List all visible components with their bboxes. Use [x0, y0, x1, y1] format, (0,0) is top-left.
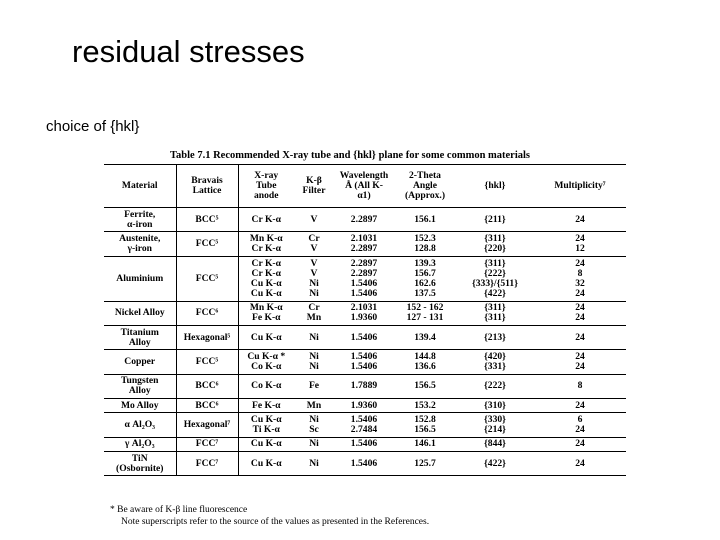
- cell-line: 24: [575, 257, 585, 269]
- multiplicity-cell: [534, 374, 626, 398]
- cell-line: 156.5: [414, 380, 436, 392]
- header-line: anode: [253, 190, 279, 201]
- multiplicity-cell: [534, 325, 626, 349]
- cell-line: {222}: [484, 380, 506, 392]
- cell-line: {422}: [484, 457, 506, 469]
- wavelength-cell: [334, 350, 394, 374]
- multiplicity-cell: [534, 413, 626, 437]
- cell-line: 1.5406: [350, 351, 378, 363]
- cell-line: 152.8: [414, 414, 436, 426]
- filter-cell: [294, 256, 334, 301]
- anode-cell: [238, 232, 294, 256]
- hkl-cell: [456, 413, 534, 437]
- cell-line: Cr K-α: [251, 213, 281, 225]
- cell-line: 2.7484: [350, 424, 378, 436]
- multiplicity-cell: [534, 451, 626, 475]
- header-line: Lattice: [192, 185, 222, 196]
- cell-line: TiN: [131, 452, 148, 464]
- table-row: [104, 413, 626, 437]
- cell-line: 1.5406: [350, 438, 378, 450]
- cell-line: Nickel Alloy: [114, 307, 165, 319]
- cell-line: Ferrite,: [124, 208, 156, 220]
- header-hkl: [456, 165, 534, 208]
- lattice-cell: BCC⁵: [176, 208, 238, 232]
- hkl-cell: [456, 325, 534, 349]
- cell-line: {333}/{511}: [471, 277, 519, 289]
- cell-line: 152 - 162: [406, 302, 444, 314]
- multiplicity-cell: [534, 256, 626, 301]
- angle-cell: [394, 399, 456, 413]
- lattice-cell: Hexagonal⁵: [176, 325, 238, 349]
- material-cell: [104, 399, 176, 413]
- cell-line: 12: [575, 243, 585, 255]
- cell-line: {420}: [484, 351, 506, 363]
- cell-line: Fe K-α: [251, 312, 281, 324]
- header-wavelength: [334, 165, 394, 208]
- table-row: [104, 437, 626, 451]
- header-line: (Approx.): [404, 190, 446, 201]
- cell-line: {311}: [484, 233, 506, 245]
- lattice-cell: FCC⁷: [176, 451, 238, 475]
- filter-cell: [294, 437, 334, 451]
- angle-cell: [394, 350, 456, 374]
- wavelength-cell: [334, 413, 394, 437]
- hkl-cell: [456, 374, 534, 398]
- cell-line: {213}: [484, 331, 506, 343]
- cell-line: Tungsten: [120, 375, 159, 387]
- hkl-cell: [456, 301, 534, 325]
- cell-line: Ni: [309, 438, 319, 450]
- cell-line: 137.5: [414, 287, 436, 299]
- header-line: K-β: [306, 175, 322, 186]
- lattice-cell: FCC⁵: [176, 256, 238, 301]
- cell-line: Cu K-α: [250, 457, 282, 469]
- cell-line: Cr: [308, 302, 320, 314]
- angle-cell: [394, 208, 456, 232]
- cell-line: {311}: [484, 302, 506, 314]
- cell-line: Fe K-α: [251, 399, 281, 411]
- cell-line: Cr K-α: [251, 267, 281, 279]
- cell-line: α Al₂O₃: [124, 419, 156, 431]
- cell-line: 1.9360: [350, 312, 378, 324]
- header-line: X-ray: [254, 170, 279, 181]
- cell-line: Co K-α: [251, 361, 282, 373]
- anode-cell: [238, 301, 294, 325]
- cell-line: {330}: [484, 414, 506, 426]
- filter-cell: [294, 350, 334, 374]
- cell-line: Alloy: [128, 336, 151, 348]
- cell-line: {422}: [484, 287, 506, 299]
- header-line: Material: [121, 180, 158, 191]
- cell-line: Cu K-α: [250, 414, 282, 426]
- table-row: [104, 350, 626, 374]
- header-line: Multiplicity⁷: [554, 180, 606, 191]
- cell-line: Cu K-α *: [247, 351, 286, 363]
- material-cell: [104, 374, 176, 398]
- cell-line: 2.2897: [350, 257, 378, 269]
- cell-line: {310}: [484, 399, 506, 411]
- cell-line: Ni: [309, 331, 319, 343]
- header-bravais-lattice: [176, 165, 238, 208]
- cell-line: Ni: [309, 351, 319, 363]
- table-row: [104, 399, 626, 413]
- cell-line: 24: [575, 399, 585, 411]
- angle-cell: [394, 256, 456, 301]
- cell-line: 156.5: [414, 424, 436, 436]
- cell-line: Ni: [309, 414, 319, 426]
- cell-line: 1.5406: [350, 277, 378, 289]
- wavelength-cell: [334, 232, 394, 256]
- angle-cell: [394, 232, 456, 256]
- filter-cell: [294, 399, 334, 413]
- cell-line: Alloy: [128, 385, 151, 397]
- wavelength-cell: [334, 208, 394, 232]
- slide-subtitle: choice of {hkl}: [46, 118, 140, 135]
- multiplicity-cell: [534, 437, 626, 451]
- cell-line: 156.1: [414, 213, 436, 225]
- cell-line: {222}: [484, 267, 506, 279]
- cell-line: 1.5406: [350, 457, 378, 469]
- header-line: 2-Theta: [409, 170, 441, 181]
- hkl-cell: [456, 437, 534, 451]
- wavelength-cell: [334, 325, 394, 349]
- cell-line: 139.3: [414, 257, 436, 269]
- cell-line: 127 - 131: [406, 312, 444, 324]
- cell-line: Cr K-α: [251, 243, 281, 255]
- angle-cell: [394, 325, 456, 349]
- multiplicity-cell: [534, 399, 626, 413]
- cell-line: Ni: [309, 277, 319, 289]
- cell-line: 146.1: [414, 438, 436, 450]
- lattice-cell: Hexagonal⁷: [176, 413, 238, 437]
- cell-line: 24: [575, 457, 585, 469]
- cell-line: Cu K-α: [250, 287, 282, 299]
- lattice-cell: FCC⁷: [176, 437, 238, 451]
- cell-line: Ni: [309, 361, 319, 373]
- multiplicity-cell: [534, 232, 626, 256]
- cell-line: 6: [577, 414, 583, 426]
- wavelength-cell: [334, 399, 394, 413]
- material-cell: [104, 256, 176, 301]
- cell-line: 1.9360: [350, 399, 378, 411]
- cell-line: {311}: [484, 312, 506, 324]
- cell-line: 2.1031: [350, 302, 378, 314]
- cell-line: 24: [575, 351, 585, 363]
- header-line: Bravais: [191, 175, 223, 186]
- cell-line: Co K-α: [251, 380, 282, 392]
- table-caption: Table 7.1 Recommended X-ray tube and {hkl} plane for some common materials: [170, 150, 531, 161]
- header-row: [104, 165, 626, 208]
- cell-line: {214}: [484, 424, 506, 436]
- anode-cell: [238, 413, 294, 437]
- cell-line: γ-iron: [127, 243, 153, 255]
- table-row: [104, 208, 626, 232]
- angle-cell: [394, 437, 456, 451]
- cell-line: α-iron: [127, 218, 153, 230]
- hkl-cell: [456, 399, 534, 413]
- cell-line: 24: [575, 213, 585, 225]
- cell-line: Mn: [306, 312, 322, 324]
- cell-line: Mn K-α: [249, 302, 283, 314]
- cell-line: 24: [575, 287, 585, 299]
- cell-line: Cr: [308, 233, 320, 245]
- material-cell: [104, 325, 176, 349]
- hkl-cell: [456, 451, 534, 475]
- hkl-cell: [456, 350, 534, 374]
- cell-line: 128.8: [414, 243, 436, 255]
- cell-line: V: [310, 213, 318, 225]
- header-line: Wavelength: [339, 170, 389, 181]
- cell-line: 125.7: [414, 457, 436, 469]
- anode-cell: [238, 256, 294, 301]
- cell-line: Mn K-α: [249, 233, 283, 245]
- cell-line: {844}: [484, 438, 506, 450]
- cell-line: 153.2: [414, 399, 436, 411]
- material-cell: [104, 437, 176, 451]
- cell-line: 32: [575, 277, 585, 289]
- cell-line: Ti K-α: [252, 424, 280, 436]
- cell-line: γ Al₂O₃: [124, 438, 155, 450]
- hkl-cell: [456, 208, 534, 232]
- filter-cell: [294, 413, 334, 437]
- angle-cell: [394, 301, 456, 325]
- cell-line: 162.6: [414, 277, 436, 289]
- anode-cell: [238, 399, 294, 413]
- table-row: [104, 256, 626, 301]
- header-line: Å (All K-: [345, 180, 383, 191]
- cell-line: Mo Alloy: [120, 399, 159, 411]
- anode-cell: [238, 325, 294, 349]
- material-cell: [104, 232, 176, 256]
- lattice-cell: BCC⁶: [176, 374, 238, 398]
- anode-cell: [238, 350, 294, 374]
- material-cell: [104, 451, 176, 475]
- cell-line: 2.2897: [350, 213, 378, 225]
- cell-line: 24: [575, 302, 585, 314]
- table-row: [104, 374, 626, 398]
- cell-line: 1.5406: [350, 414, 378, 426]
- footnote-superscripts: Note superscripts refer to the source of the values as presented in the References.: [121, 517, 430, 527]
- material-cell: [104, 413, 176, 437]
- cell-line: 24: [575, 424, 585, 436]
- cell-line: Austenite,: [119, 233, 161, 245]
- header-line: Tube: [256, 180, 277, 191]
- cell-line: Cr K-α: [251, 257, 281, 269]
- cell-line: Ni: [309, 457, 319, 469]
- lattice-cell: FCC⁶: [176, 301, 238, 325]
- material-cell: [104, 301, 176, 325]
- lattice-cell: FCC⁵: [176, 350, 238, 374]
- filter-cell: [294, 325, 334, 349]
- header-line: {hkl}: [484, 180, 506, 191]
- cell-line: 156.7: [414, 267, 436, 279]
- table-row: [104, 301, 626, 325]
- filter-cell: [294, 451, 334, 475]
- cell-line: 2.1031: [350, 233, 378, 245]
- cell-line: 24: [575, 331, 585, 343]
- header-two-theta-angle: [394, 165, 456, 208]
- hkl-cell: [456, 256, 534, 301]
- cell-line: 24: [575, 361, 585, 373]
- cell-line: Ni: [309, 287, 319, 299]
- materials-table: [104, 164, 626, 476]
- anode-cell: [238, 451, 294, 475]
- wavelength-cell: [334, 301, 394, 325]
- cell-line: 2.2897: [350, 267, 378, 279]
- header-line: Angle: [413, 180, 437, 191]
- multiplicity-cell: [534, 301, 626, 325]
- multiplicity-cell: [534, 208, 626, 232]
- filter-cell: [294, 208, 334, 232]
- table-row: [104, 325, 626, 349]
- cell-line: Cu K-α: [250, 438, 282, 450]
- cell-line: Aluminium: [116, 272, 164, 284]
- angle-cell: [394, 451, 456, 475]
- header-line: Filter: [302, 185, 326, 196]
- cell-line: V: [310, 257, 318, 269]
- cell-line: Cu K-α: [250, 331, 282, 343]
- cell-line: 8: [577, 267, 583, 279]
- filter-cell: [294, 232, 334, 256]
- lattice-cell: BCC⁶: [176, 399, 238, 413]
- cell-line: (Osbornite): [116, 462, 164, 474]
- header-material: [104, 165, 176, 208]
- cell-line: 1.5406: [350, 361, 378, 373]
- anode-cell: [238, 208, 294, 232]
- cell-line: {211}: [484, 213, 506, 225]
- table-row: [104, 451, 626, 475]
- cell-line: V: [310, 267, 318, 279]
- cell-line: 139.4: [414, 331, 436, 343]
- cell-line: 152.3: [414, 233, 436, 245]
- cell-line: Sc: [309, 424, 319, 436]
- slide-title: residual stresses: [72, 34, 305, 69]
- cell-line: 1.5406: [350, 331, 378, 343]
- cell-line: 8: [577, 380, 583, 392]
- cell-line: {311}: [484, 257, 506, 269]
- header-xray-tube-anode: [238, 165, 294, 208]
- filter-cell: [294, 374, 334, 398]
- material-cell: [104, 208, 176, 232]
- wavelength-cell: [334, 374, 394, 398]
- material-cell: [104, 350, 176, 374]
- cell-line: 24: [575, 438, 585, 450]
- header-kbeta-filter: [294, 165, 334, 208]
- anode-cell: [238, 437, 294, 451]
- cell-line: 1.5406: [350, 287, 378, 299]
- multiplicity-cell: [534, 350, 626, 374]
- cell-line: 1.7889: [350, 380, 378, 392]
- lattice-cell: FCC⁵: [176, 232, 238, 256]
- table-row: [104, 232, 626, 256]
- cell-line: Mn: [306, 399, 322, 411]
- cell-line: 136.6: [414, 361, 436, 373]
- cell-line: Copper: [124, 356, 156, 368]
- anode-cell: [238, 374, 294, 398]
- cell-line: V: [310, 243, 318, 255]
- table-header: [104, 165, 626, 208]
- cell-line: 144.8: [414, 351, 436, 363]
- cell-line: 24: [575, 312, 585, 324]
- cell-line: {331}: [484, 361, 506, 373]
- filter-cell: [294, 301, 334, 325]
- cell-line: {220}: [484, 243, 506, 255]
- table-body: [104, 208, 626, 476]
- angle-cell: [394, 374, 456, 398]
- header-line: α1): [357, 190, 371, 201]
- cell-line: Cu K-α: [250, 277, 282, 289]
- wavelength-cell: [334, 437, 394, 451]
- angle-cell: [394, 413, 456, 437]
- footnote-fluorescence: * Be aware of K-β line fluorescence: [110, 505, 248, 515]
- cell-line: 2.2897: [350, 243, 378, 255]
- cell-line: Titanium: [120, 326, 159, 338]
- wavelength-cell: [334, 451, 394, 475]
- hkl-cell: [456, 232, 534, 256]
- wavelength-cell: [334, 256, 394, 301]
- header-multiplicity: [534, 165, 626, 208]
- cell-line: Fe: [308, 380, 320, 392]
- cell-line: 24: [575, 233, 585, 245]
